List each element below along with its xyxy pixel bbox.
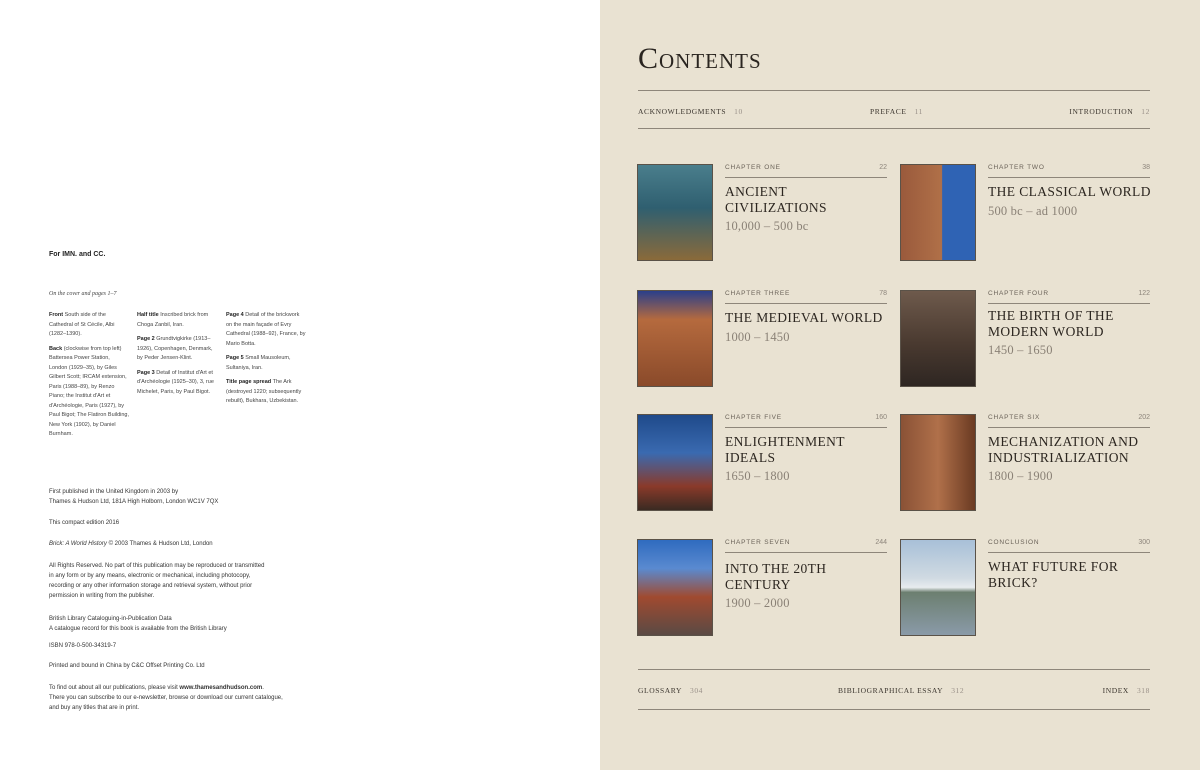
divider: [725, 552, 887, 553]
divider: [725, 427, 887, 428]
chapter-label: CHAPTER THREE: [725, 290, 791, 297]
chapter-dates: 1450 – 1650: [988, 343, 1053, 357]
chapter-label: CHAPTER FOUR: [988, 290, 1049, 297]
toc-entry-glossary[interactable]: GLOSSARY 304: [638, 686, 704, 695]
chapter-title: ANCIENT CIVILIZATIONS 10,000 – 500 bc: [725, 184, 890, 235]
divider: [988, 552, 1150, 553]
page-title: Contents: [638, 42, 762, 75]
chapter-page: 244: [875, 539, 887, 546]
chapter-title: THE MEDIEVAL WORLD 1000 – 1450: [725, 310, 890, 345]
chapter-title: ENLIGHTENMENT IDEALS 1650 – 1800: [725, 434, 890, 485]
chapter-dates: 10,000 – 500 bc: [725, 219, 809, 233]
caption: Page 3 Detail of Institut d'Art et d'Archéologie (1925–30), 3, rue Michelet, Paris, by Paul Bigot.: [137, 369, 214, 395]
cip-data: British Library Cataloguing-in-Publication Data A catalogue record for this book is available from the British Library: [49, 616, 227, 632]
captions-column-3: [226, 311, 306, 412]
toc-entry-bibliographical-essay[interactable]: BIBLIOGRAPHICAL ESSAY 312: [838, 686, 965, 695]
toc-entry-acknowledgments[interactable]: ACKNOWLEDGMENTS 10: [638, 107, 743, 116]
chapter-dates: 1650 – 1800: [725, 469, 790, 483]
chapter-label: CHAPTER SIX: [988, 414, 1041, 421]
toc-chapter-six[interactable]: [900, 414, 1150, 512]
toc-entry-preface[interactable]: PREFACE 11: [870, 107, 923, 116]
chapter-page: 22: [879, 164, 887, 171]
website-link[interactable]: www.thamesandhudson.com: [179, 685, 263, 691]
chapter-page: 38: [1142, 164, 1150, 171]
caption: Page 4 Detail of the brickwork on the main façade of Evry Cathedral (1988–92), France, by Mario Botta.: [226, 312, 306, 347]
caption: Page 2 Grundtvigkirke (1913–1926), Copenhagen, Denmark, by Peder Jensen-Klint.: [137, 336, 213, 361]
first-published: First published in the United Kingdom in 2003 by Thames & Hudson Ltd, 181A High Holborn, London WC1V 7QX: [49, 489, 219, 505]
copyright-line: Brick: A World History © 2003 Thames & Hudson Ltd, London: [49, 541, 213, 547]
chapter-page: 160: [875, 414, 887, 421]
toc-chapter-seven[interactable]: [637, 539, 887, 637]
caption: Half title Inscribed brick from Choga Zanbil, Iran.: [137, 312, 209, 328]
caption: Title page spread The Ark (destroyed 1220; subsequently rebuilt), Bukhara, Uzbekistan.: [226, 379, 302, 404]
chapter-label: CHAPTER FIVE: [725, 414, 782, 421]
chapter-page: 122: [1138, 290, 1150, 297]
caption: Front South side of the Cathedral of St Cécile, Albi (1282–1390).: [49, 312, 115, 337]
divider: [638, 90, 1150, 91]
caption: Page 5 Small Mausoleum, Sultaniya, Iran.: [226, 355, 291, 371]
chapter-thumbnail: [900, 539, 976, 636]
chapter-title: INTO THE 20TH CENTURY 1900 – 2000: [725, 561, 890, 612]
chapter-thumbnail: [900, 414, 976, 511]
chapter-thumbnail: [637, 539, 713, 636]
divider: [725, 177, 887, 178]
chapter-label: CHAPTER TWO: [988, 164, 1045, 171]
divider: [725, 303, 887, 304]
chapter-thumbnail: [637, 164, 713, 261]
divider: [638, 669, 1150, 670]
captions-column-2: [137, 311, 217, 402]
printer-line: Printed and bound in China by C&C Offset Printing Co. Ltd: [49, 663, 205, 669]
divider: [988, 427, 1150, 428]
chapter-label: CHAPTER ONE: [725, 164, 781, 171]
chapter-label: CONCLUSION: [988, 539, 1040, 546]
rights-statement: All Rights Reserved. No part of this publication may be reproduced or transmitted in any form or by any means, electronic or mechanical, including photocopy, recording or any other information storage and retrieval system, without prior permission in writing from the publisher.: [49, 563, 265, 599]
publisher-info: To find out about all our publications, please visit www.thamesandhudson.com. There you can subscribe to our e-newsletter, browse or download our current catalogue, and buy any titles that are in print.: [49, 685, 283, 711]
toc-chapter-one[interactable]: [637, 164, 887, 262]
toc-chapter-five[interactable]: [637, 414, 887, 512]
chapter-title: THE BIRTH OF THE MODERN WORLD 1450 – 1650: [988, 308, 1153, 359]
chapter-thumbnail: [637, 290, 713, 387]
chapter-label: CHAPTER SEVEN: [725, 539, 791, 546]
chapter-page: 202: [1138, 414, 1150, 421]
chapter-title: THE CLASSICAL WORLD 500 bc – ad 1000: [988, 184, 1153, 219]
chapter-page: 78: [879, 290, 887, 297]
divider: [988, 303, 1150, 304]
chapter-dates: 1900 – 2000: [725, 596, 790, 610]
chapter-dates: 1800 – 1900: [988, 469, 1053, 483]
toc-chapter-four[interactable]: [900, 290, 1150, 388]
chapter-thumbnail: [637, 414, 713, 511]
caption: Back (clockwise from top left) Battersea Power Station, London (1929–35), by Giles Gilbert Scott; IRCAM extension, Paris (1988–89), by Renzo Piano; the Institut d'Art et d'Archéologie, Paris (1927), by Paul Bigot; The Flatiron Building, New York (1902), by Daniel Burnham.: [49, 345, 129, 437]
chapter-title: WHAT FUTURE FOR BRICK?: [988, 559, 1119, 590]
divider: [638, 128, 1150, 129]
compact-edition: This compact edition 2016: [49, 520, 120, 526]
chapter-thumbnail: [900, 290, 976, 387]
toc-entry-introduction[interactable]: INTRODUCTION 12: [1069, 107, 1150, 116]
chapter-thumbnail: [900, 164, 976, 261]
contents-page: [600, 0, 1200, 770]
cover-credits-heading: On the cover and pages 1–7: [49, 291, 117, 297]
toc-chapter-two[interactable]: [900, 164, 1150, 262]
toc-entry-index[interactable]: INDEX 318: [1102, 686, 1150, 695]
chapter-dates: 1000 – 1450: [725, 329, 790, 344]
divider: [638, 709, 1150, 710]
chapter-title: MECHANIZATION AND INDUSTRIALIZATION 1800 – 1900: [988, 434, 1153, 485]
divider: [988, 177, 1150, 178]
dedication: For IMN. and CC.: [49, 251, 106, 258]
captions-column-1: [49, 311, 129, 445]
chapter-dates: 500 bc – ad 1000: [988, 203, 1078, 218]
chapter-page: 300: [1138, 539, 1150, 546]
toc-conclusion[interactable]: [900, 539, 1150, 637]
isbn: ISBN 978-0-500-34319-7: [49, 643, 117, 649]
toc-chapter-three[interactable]: [637, 290, 887, 388]
